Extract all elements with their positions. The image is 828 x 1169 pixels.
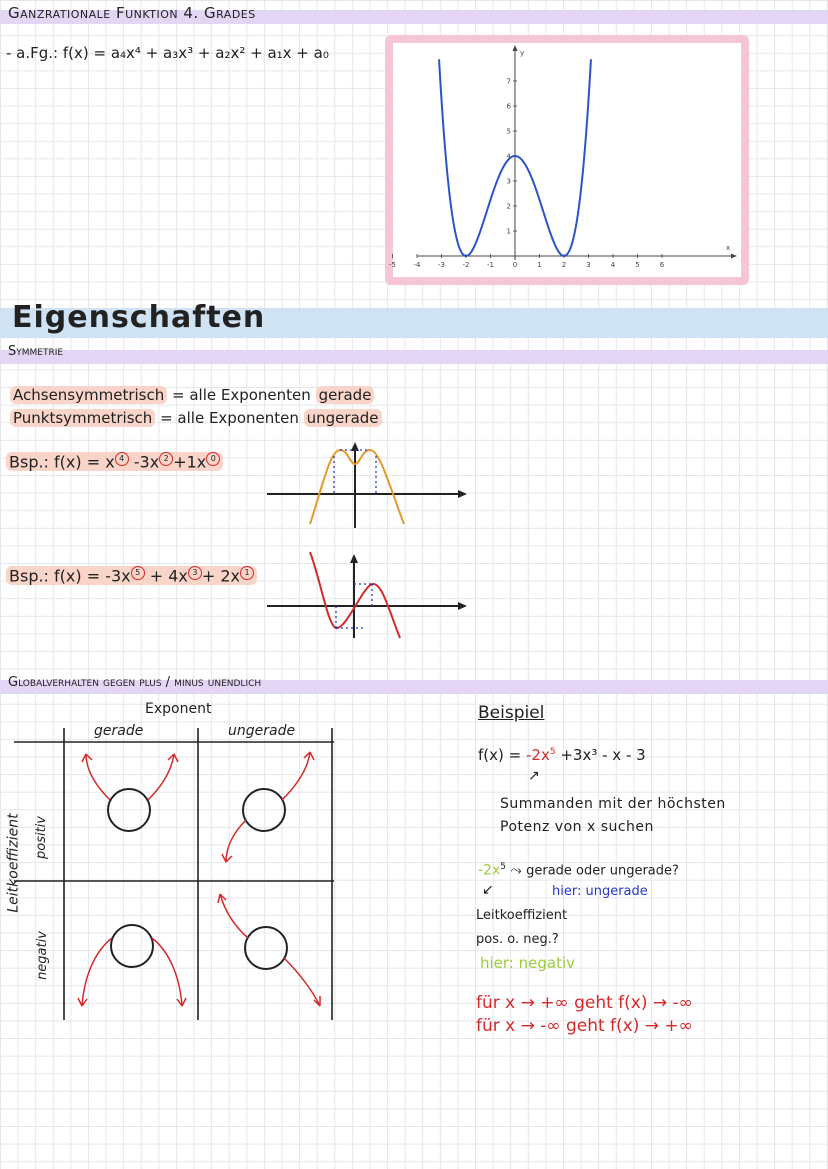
- achsen-rule-key: gerade: [316, 386, 375, 404]
- symmetry-heading: Symmetrie: [8, 344, 64, 359]
- circle-icon: [108, 789, 150, 831]
- example2-end: + 2x: [201, 566, 240, 586]
- exponent-label: Exponent: [145, 701, 212, 717]
- achsen-label: Achsensymmetrisch: [10, 386, 167, 404]
- y-tick-label: 1: [506, 227, 511, 236]
- answer-negativ: hier: negativ: [480, 954, 576, 972]
- term-exp: 5: [500, 862, 506, 872]
- term-line: [478, 862, 679, 879]
- beispiel-function: [478, 746, 646, 764]
- result-line1: für x → +∞ geht f(x) → -∞: [476, 993, 693, 1013]
- step1-line2: Potenz von x suchen: [500, 819, 654, 835]
- arrow-up-right-icon: [282, 752, 310, 800]
- x-tick-label: -1: [487, 261, 494, 269]
- general-form: - a.Fg.: f(x) = a₄x⁴ + a₃x³ + a₂x² + a₁x + a₀: [6, 44, 329, 62]
- example2-prefix: Bsp.: f(x) = -3x: [9, 566, 131, 586]
- arrow-up-left-icon: [86, 754, 110, 800]
- section-title: Eigenschaften: [12, 300, 266, 335]
- beispiel-f-rest: +3x³ - x - 3: [560, 746, 646, 764]
- punkt-rule: [10, 409, 382, 427]
- x-tick-label: -3: [438, 261, 445, 269]
- arrow-down-left-icon: ↙: [482, 882, 494, 898]
- beispiel-title: Beispiel: [478, 703, 545, 723]
- example1-mid: -3x: [133, 452, 160, 472]
- x-tick-label: 6: [659, 261, 665, 269]
- global-heading: Globalverhalten gegen plus / minus unendlich: [8, 675, 262, 690]
- arrow-up-icon: [350, 554, 358, 563]
- punkt-rule-pre: = alle Exponenten: [160, 409, 299, 427]
- achsen-rule-pre: = alle Exponenten: [172, 386, 311, 404]
- y-tick-label: 4: [506, 152, 511, 161]
- exp-circle: 1: [240, 566, 254, 580]
- odd-function-sketch: [262, 548, 472, 640]
- arrow-down-left-icon: [82, 938, 112, 1006]
- function-plot: [389, 43, 741, 277]
- arrow-right-icon: [731, 254, 737, 259]
- beispiel-f-lead-exp: 5: [549, 747, 556, 757]
- example2-mid: + 4x: [149, 566, 188, 586]
- punkt-label: Punktsymmetrisch: [10, 409, 155, 427]
- symmetry-band: [0, 350, 828, 364]
- circle-icon: [111, 925, 153, 967]
- leitkoeffizient-label: Leitkoeffizient: [5, 813, 22, 913]
- x-tick-label: 4: [610, 261, 616, 269]
- y-tick-label: 5: [506, 127, 511, 136]
- beispiel-f-lead: -2x: [525, 746, 550, 764]
- x-tick-label: 0: [512, 261, 518, 269]
- plot-y-label: y: [520, 49, 525, 57]
- y-tick-label: 7: [506, 77, 511, 86]
- y-tick-label: 2: [506, 202, 511, 211]
- result-line2: für x → -∞ geht f(x) → +∞: [476, 1016, 693, 1036]
- circle-icon: [245, 927, 287, 969]
- example2: [6, 566, 257, 585]
- arrow-down-right-icon: [152, 938, 182, 1006]
- exp-circle: 4: [115, 452, 129, 466]
- term: -2x: [478, 862, 501, 879]
- exp-circle: 0: [206, 452, 220, 466]
- step1-line1: Summanden mit der höchsten: [500, 796, 726, 812]
- col-ungerade-label: ungerade: [228, 723, 296, 739]
- arrow-up-right-icon: ↗: [528, 768, 540, 784]
- arrow-down-left-icon: [226, 820, 246, 862]
- posneg-question: pos. o. neg.?: [476, 932, 559, 947]
- x-tick-label: -5: [389, 261, 396, 269]
- circle-icon: [243, 789, 285, 831]
- plot-x-label: x: [726, 244, 731, 252]
- function-plot-frame: [385, 35, 749, 285]
- beispiel-f-prefix: f(x) =: [478, 746, 522, 764]
- y-tick-label: 6: [506, 102, 511, 111]
- x-tick-label: -4: [413, 261, 421, 269]
- col-gerade-label: gerade: [94, 723, 144, 739]
- exp-circle: 5: [131, 566, 145, 580]
- arrow-up-icon: [513, 45, 518, 51]
- leit-label: Leitkoeffizient: [476, 908, 568, 923]
- row-positiv-label: positiv: [34, 816, 49, 859]
- arrow-down-right-icon: [284, 958, 320, 1006]
- arrow-up-left-icon: [220, 894, 248, 938]
- arrow-right-icon: [458, 490, 467, 498]
- exp-circle: 3: [188, 566, 202, 580]
- punkt-rule-key: ungerade: [304, 409, 382, 427]
- arrow-up-right-icon: [148, 754, 174, 800]
- arrow-right-icon: ⤳: [510, 862, 522, 879]
- page-title: Ganzrationale Funktion 4. Grades: [8, 4, 256, 22]
- even-function-sketch: [262, 438, 472, 530]
- achsen-rule: [10, 386, 374, 404]
- x-tick-label: 5: [635, 261, 640, 269]
- row-negativ-label: negativ: [34, 931, 50, 980]
- global-behavior-table: [14, 738, 344, 1028]
- exp-circle: 2: [159, 452, 173, 466]
- x-tick-label: 3: [586, 261, 591, 269]
- y-tick-label: 3: [506, 177, 511, 186]
- even-curve: [310, 450, 404, 524]
- question: gerade oder ungerade?: [526, 863, 679, 879]
- example1-prefix: Bsp.: f(x) = x: [9, 452, 115, 472]
- example1-end: +1x: [173, 452, 207, 472]
- answer-ungerade: hier: ungerade: [552, 884, 648, 899]
- example1: [6, 452, 223, 471]
- x-tick-label: 1: [537, 261, 542, 269]
- arrow-right-icon: [458, 602, 467, 610]
- x-tick-label: -2: [462, 261, 470, 269]
- x-tick-label: 2: [561, 261, 567, 269]
